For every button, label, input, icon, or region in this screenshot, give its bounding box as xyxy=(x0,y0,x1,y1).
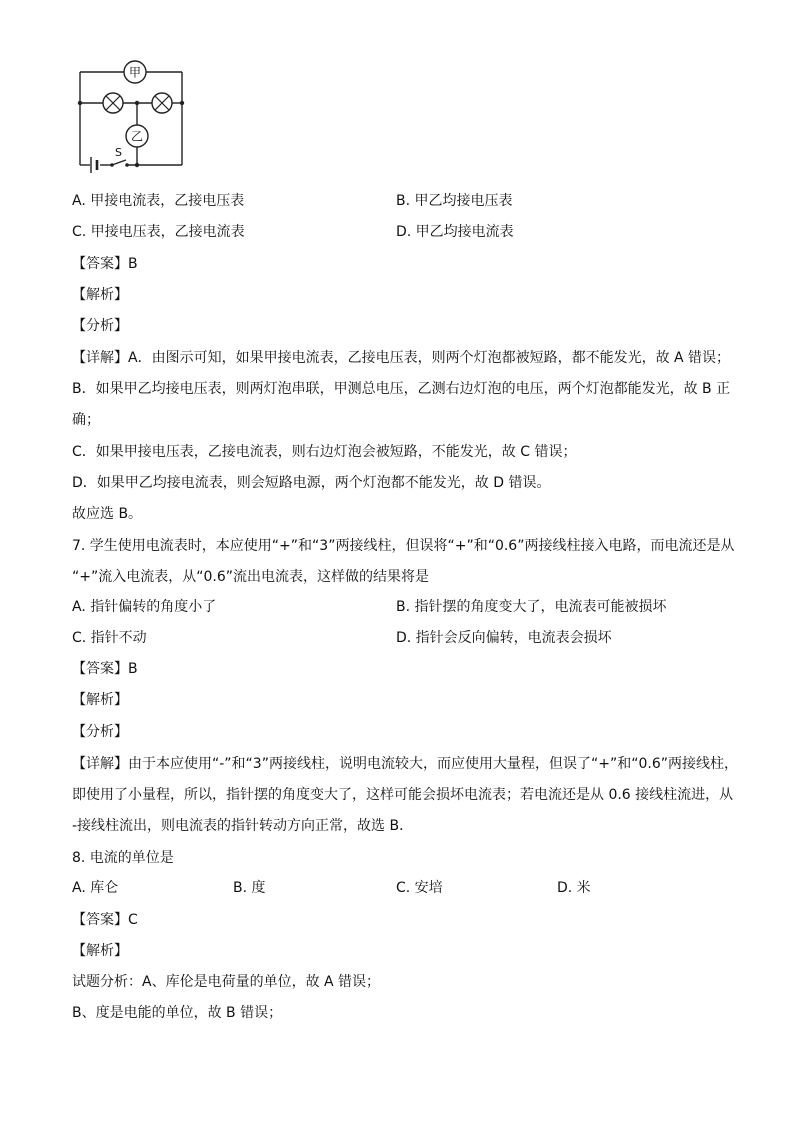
lamp-left-icon xyxy=(103,93,123,113)
q8-analysis-label: 【解析】 xyxy=(72,943,128,959)
q6-detail-line-4: C．如果甲接电压表，乙接电流表，则右边灯泡会被短路，不能发光，故 C 错误； xyxy=(72,444,577,460)
lamp-right-icon xyxy=(152,93,172,113)
q6-fenxi-label: 【分析】 xyxy=(72,318,128,334)
q6-detail-line-3: 确； xyxy=(72,412,100,428)
q7-detail-line-1: 【详解】由于本应使用“-”和“3”两接线柱，说明电流较大，而应使用大量程，但误了“+”和“0.6”两接线柱， xyxy=(72,756,738,772)
q8-option-d: D. 米 xyxy=(557,880,591,896)
q8-answer: 【答案】C xyxy=(72,912,138,928)
q6-detail-line-6: 故应选 B。 xyxy=(72,506,143,522)
q7-stem-line-1: 7. 学生使用电流表时，本应使用“+”和“3”两接线柱，但误将“+”和“0.6”两接线柱接入电路，而电流还是从 xyxy=(72,538,735,554)
q6-option-c: C. 甲接电压表，乙接电流表 xyxy=(72,224,245,240)
q8-stem: 8. 电流的单位是 xyxy=(72,850,174,866)
switch-icon xyxy=(110,163,129,167)
q8-option-b: B. 度 xyxy=(233,880,266,896)
battery-icon xyxy=(91,157,97,173)
q7-option-c: C. 指针不动 xyxy=(72,630,147,646)
q6-answer: 【答案】B xyxy=(72,256,138,272)
meter-jia-label: 甲 xyxy=(128,65,142,80)
q7-detail-line-3: -接线柱流出，则电流表的指针转动方向正常，故选 B． xyxy=(72,818,414,834)
q6-detail-line-5: D．如果甲乙均接电流表，则会短路电源，两个灯泡都不能发光，故 D 错误。 xyxy=(72,475,551,491)
q6-option-a: A. 甲接电流表，乙接电压表 xyxy=(72,193,245,209)
q7-analysis-label: 【解析】 xyxy=(72,692,128,708)
q8-detail-line-2: B、度是电能的单位，故 B 错误； xyxy=(72,1005,283,1021)
q8-option-a: A. 库仑 xyxy=(72,880,119,896)
q7-stem-line-2: “+”流入电流表，从“0.6”流出电流表，这样做的结果将是 xyxy=(72,569,430,585)
q7-option-a: A. 指针偏转的角度小了 xyxy=(72,599,217,615)
q6-analysis-label: 【解析】 xyxy=(72,287,128,303)
meter-yi-label: 乙 xyxy=(130,129,144,144)
q7-detail-line-2: 即使用了小量程，所以，指针摆的角度变大了，这样可能会损坏电流表；若电流还是从 0.6 接线柱流进，从 xyxy=(72,787,734,803)
q7-option-b: B. 指针摆的角度变大了，电流表可能被损坏 xyxy=(396,599,667,615)
q7-option-d: D. 指针会反向偏转，电流表会损坏 xyxy=(396,630,612,646)
q7-fenxi-label: 【分析】 xyxy=(72,724,128,740)
q6-detail-line-2: B．如果甲乙均接电压表，则两灯泡串联，甲测总电压，乙测右边灯泡的电压，两个灯泡都能发光，故 B 正 xyxy=(72,381,731,397)
q8-option-c: C. 安培 xyxy=(396,880,443,896)
q8-detail-line-1: 试题分析：A、库伦是电荷量的单位，故 A 错误； xyxy=(72,974,381,990)
q6-detail-line-1: 【详解】A．由图示可知，如果甲接电流表，乙接电压表，则两个灯泡都被短路，都不能发光，故 A 错误； xyxy=(72,350,731,366)
circuit-diagram xyxy=(70,60,195,175)
q7-answer: 【答案】B xyxy=(72,661,138,677)
switch-label: S xyxy=(115,146,122,159)
q6-option-d: D. 甲乙均接电流表 xyxy=(396,224,514,240)
q6-option-b: B. 甲乙均接电压表 xyxy=(396,193,513,209)
